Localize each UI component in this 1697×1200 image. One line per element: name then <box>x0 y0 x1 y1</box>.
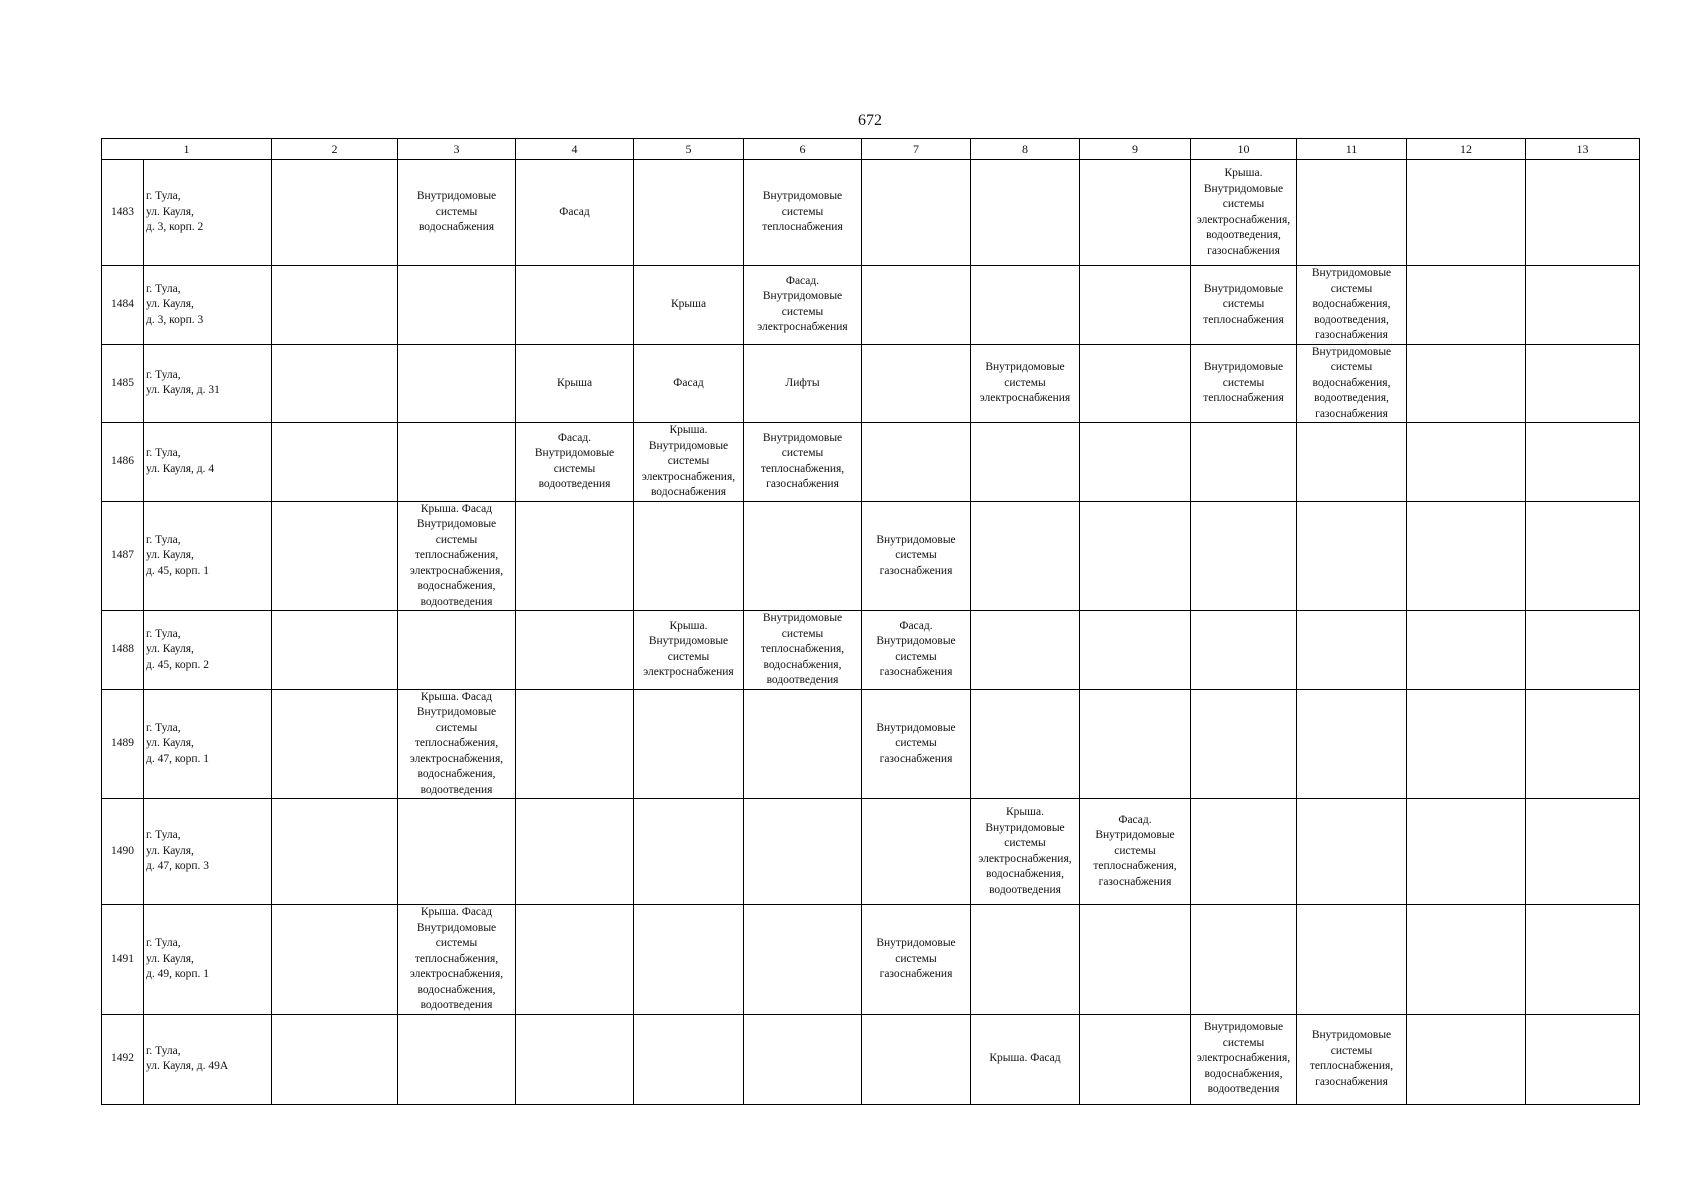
table-cell-col-6 <box>744 905 862 1015</box>
table-cell-col-11 <box>1297 344 1407 423</box>
table-cell-col-7 <box>862 423 971 502</box>
address-cell <box>144 266 272 345</box>
table-cell-col-2 <box>272 501 398 611</box>
address-text: г. Тула, ул. Кауля, д. 45, корп. 1 <box>146 533 210 577</box>
table-row <box>102 1014 1640 1104</box>
table-cell-col-4 <box>516 160 634 266</box>
table-cell-col-13 <box>1526 689 1640 799</box>
column-header-1: 1 <box>102 139 272 160</box>
table-cell-col-8 <box>971 799 1080 905</box>
table-cell-col-7 <box>862 501 971 611</box>
table-cell-col-7 <box>862 905 971 1015</box>
table-cell-col-9 <box>1080 344 1191 423</box>
address-text: г. Тула, ул. Кауля, д. 3, корп. 2 <box>146 190 204 234</box>
address-text: г. Тула, ул. Кауля, д. 45, корп. 2 <box>146 627 210 671</box>
table-cell-col-13 <box>1526 905 1640 1015</box>
table-cell-col-8 <box>971 611 1080 690</box>
table-cell-col-12 <box>1407 501 1526 611</box>
repair-schedule-table <box>101 138 1640 1105</box>
column-header-3: 3 <box>398 139 516 160</box>
table-cell-col-10 <box>1191 160 1297 266</box>
cell-text: Внутридомовые системы электроснабжения, водоснабжения, водоотведения <box>1196 1021 1291 1096</box>
table-cell-col-13 <box>1526 266 1640 345</box>
table-cell-col-11 <box>1297 611 1407 690</box>
row-number: 1490 <box>102 799 144 905</box>
table-cell-col-4 <box>516 1014 634 1104</box>
table-cell-col-8 <box>971 1014 1080 1104</box>
cell-text: Крыша. Фасад Внутридомовые системы теплоснабжения, электроснабжения, водоснабжения, водоотведения <box>409 690 504 796</box>
table-cell-col-7 <box>862 611 971 690</box>
row-number: 1486 <box>102 423 144 502</box>
table-cell-col-2 <box>272 160 398 266</box>
row-number: 1488 <box>102 611 144 690</box>
table-cell-col-13 <box>1526 799 1640 905</box>
table-cell-col-9 <box>1080 905 1191 1015</box>
cell-text: Крыша. Фасад Внутридомовые системы теплоснабжения, электроснабжения, водоснабжения, водоотведения <box>409 906 504 1011</box>
table-cell-col-4 <box>516 611 634 690</box>
row-number: 1485 <box>102 344 144 423</box>
column-header-9: 9 <box>1080 139 1191 160</box>
table-cell-col-12 <box>1407 160 1526 266</box>
table-row <box>102 266 1640 345</box>
table-cell-col-9 <box>1080 689 1191 799</box>
cell-text: Лифты <box>785 376 820 389</box>
table-cell-col-5 <box>634 689 744 799</box>
table-cell-col-12 <box>1407 266 1526 345</box>
column-header-5: 5 <box>634 139 744 160</box>
table-cell-col-3 <box>398 1014 516 1104</box>
address-text: г. Тула, ул. Кауля, д. 31 <box>146 368 220 397</box>
table-cell-col-11 <box>1297 905 1407 1015</box>
cell-text: Крыша. Внутридомовые системы электроснабжения, водоснабжения <box>641 424 736 498</box>
table-cell-col-12 <box>1407 611 1526 690</box>
table-cell-col-3 <box>398 611 516 690</box>
cell-text: Внутридомовые системы теплоснабжения, газоснабжения <box>1309 1029 1394 1088</box>
table-cell-col-2 <box>272 689 398 799</box>
table-cell-col-5 <box>634 423 744 502</box>
table-cell-col-11 <box>1297 799 1407 905</box>
table-cell-col-3 <box>398 905 516 1015</box>
table-cell-col-11 <box>1297 501 1407 611</box>
table-cell-col-4 <box>516 423 634 502</box>
cell-text: Фасад <box>559 205 590 218</box>
address-text: г. Тула, ул. Кауля, д. 3, корп. 3 <box>146 282 204 326</box>
cell-text: Фасад. Внутридомовые системы теплоснабжения, газоснабжения <box>1093 813 1177 888</box>
table-cell-col-7 <box>862 344 971 423</box>
table-cell-col-10 <box>1191 423 1297 502</box>
column-header-8: 8 <box>971 139 1080 160</box>
row-number: 1489 <box>102 689 144 799</box>
table-cell-col-3 <box>398 266 516 345</box>
cell-text: Внутридомовые системы теплоснабжения <box>1203 282 1284 326</box>
table-cell-col-10 <box>1191 905 1297 1015</box>
cell-text: Внутридомовые системы газоснабжения <box>876 721 956 765</box>
table-row <box>102 344 1640 423</box>
table-cell-col-3 <box>398 160 516 266</box>
address-text: г. Тула, ул. Кауля, д. 4 <box>146 447 215 475</box>
table-cell-col-10 <box>1191 611 1297 690</box>
cell-text: Крыша. Фасад <box>989 1052 1061 1065</box>
table-cell-col-7 <box>862 160 971 266</box>
table-cell-col-13 <box>1526 501 1640 611</box>
table-cell-col-10 <box>1191 344 1297 423</box>
table-cell-col-7 <box>862 689 971 799</box>
table-cell-col-3 <box>398 423 516 502</box>
table-cell-col-6 <box>744 1014 862 1104</box>
table-cell-col-10 <box>1191 501 1297 611</box>
table-cell-col-5 <box>634 1014 744 1104</box>
address-text: г. Тула, ул. Кауля, д. 49А <box>146 1044 229 1072</box>
address-cell <box>144 905 272 1015</box>
table-cell-col-9 <box>1080 266 1191 345</box>
table-cell-col-13 <box>1526 611 1640 690</box>
table-cell-col-4 <box>516 905 634 1015</box>
cell-text: Крыша. Внутридомовые системы электроснабжения <box>643 619 734 679</box>
table-cell-col-13 <box>1526 423 1640 502</box>
column-header-13: 13 <box>1526 139 1640 160</box>
table-cell-col-10 <box>1191 799 1297 905</box>
cell-text: Внутридомовые системы теплоснабжения, водоснабжения, водоотведения <box>760 612 845 686</box>
table-row <box>102 423 1640 502</box>
table-cell-col-8 <box>971 344 1080 423</box>
table-cell-col-6 <box>744 799 862 905</box>
table-cell-col-4 <box>516 799 634 905</box>
column-header-12: 12 <box>1407 139 1526 160</box>
table-cell-col-5 <box>634 501 744 611</box>
column-header-2: 2 <box>272 139 398 160</box>
table-cell-col-5 <box>634 905 744 1015</box>
table-cell-col-11 <box>1297 160 1407 266</box>
cell-text: Крыша. Внутридомовые системы электроснабжения, водоснабжения, водоотведения <box>978 806 1072 896</box>
column-header-4: 4 <box>516 139 634 160</box>
table-cell-col-5 <box>634 266 744 345</box>
address-cell <box>144 799 272 905</box>
cell-text: Крыша. Фасад Внутридомовые системы теплоснабжения, электроснабжения, водоснабжения, водоотведения <box>409 502 504 608</box>
column-header-10: 10 <box>1191 139 1297 160</box>
table-cell-col-2 <box>272 266 398 345</box>
table-cell-col-12 <box>1407 689 1526 799</box>
table-cell-col-9 <box>1080 611 1191 690</box>
table-cell-col-12 <box>1407 344 1526 423</box>
row-number: 1483 <box>102 160 144 266</box>
cell-text: Внутридомовые системы газоснабжения <box>876 533 956 577</box>
table-cell-col-11 <box>1297 423 1407 502</box>
cell-text: Внутридомовые системы водоснабжения, водоотведения, газоснабжения <box>1311 345 1392 420</box>
table-cell-col-8 <box>971 423 1080 502</box>
cell-text: Внутридомовые системы теплоснабжения <box>1203 361 1284 404</box>
table-cell-col-9 <box>1080 799 1191 905</box>
cell-text: Крыша. Внутридомовые системы электроснабжения, водоотведения, газоснабжения <box>1196 167 1291 257</box>
header-row <box>102 139 1640 160</box>
table-cell-col-4 <box>516 689 634 799</box>
row-number: 1491 <box>102 905 144 1015</box>
table-cell-col-8 <box>971 501 1080 611</box>
table-cell-col-13 <box>1526 160 1640 266</box>
table-cell-col-6 <box>744 423 862 502</box>
table-cell-col-2 <box>272 344 398 423</box>
table-cell-col-9 <box>1080 1014 1191 1104</box>
table-cell-col-4 <box>516 501 634 611</box>
table-cell-col-4 <box>516 266 634 345</box>
table-cell-col-9 <box>1080 160 1191 266</box>
table-row <box>102 689 1640 799</box>
address-cell <box>144 160 272 266</box>
table-body <box>102 139 1640 1105</box>
table-cell-col-8 <box>971 689 1080 799</box>
table-cell-col-5 <box>634 344 744 423</box>
table-cell-col-8 <box>971 160 1080 266</box>
table-cell-col-12 <box>1407 423 1526 502</box>
table-cell-col-2 <box>272 1014 398 1104</box>
table-cell-col-10 <box>1191 1014 1297 1104</box>
column-header-7: 7 <box>862 139 971 160</box>
table-cell-col-5 <box>634 799 744 905</box>
cell-text: Внутридомовые системы водоснабжения <box>416 190 497 234</box>
table-row <box>102 611 1640 690</box>
address-text: г. Тула, ул. Кауля, д. 47, корп. 1 <box>146 721 210 765</box>
address-cell <box>144 423 272 502</box>
cell-text: Крыша <box>670 298 707 310</box>
table-cell-col-2 <box>272 905 398 1015</box>
table-cell-col-11 <box>1297 689 1407 799</box>
table-cell-col-6 <box>744 266 862 345</box>
address-cell <box>144 611 272 690</box>
cell-text: Внутридомовые системы водоснабжения, водоотведения, газоснабжения <box>1311 267 1392 341</box>
table-cell-col-10 <box>1191 266 1297 345</box>
table-cell-col-6 <box>744 501 862 611</box>
table-cell-col-2 <box>272 611 398 690</box>
table-row <box>102 799 1640 905</box>
table-cell-col-6 <box>744 689 862 799</box>
table-cell-col-8 <box>971 905 1080 1015</box>
table-cell-col-6 <box>744 344 862 423</box>
table-cell-col-10 <box>1191 689 1297 799</box>
table-cell-col-7 <box>862 266 971 345</box>
cell-text: Внутридомовые системы электроснабжения <box>979 361 1071 404</box>
table-cell-col-2 <box>272 799 398 905</box>
row-number: 1492 <box>102 1014 144 1104</box>
table-cell-col-11 <box>1297 1014 1407 1104</box>
cell-text: Внутридомовые системы теплоснабжения, газоснабжения <box>760 431 845 491</box>
cell-text: Фасад. Внутридомовые системы газоснабжения <box>876 619 956 679</box>
table-cell-col-12 <box>1407 1014 1526 1104</box>
table-cell-col-12 <box>1407 905 1526 1015</box>
table-row <box>102 160 1640 266</box>
cell-text: Крыша <box>556 376 593 389</box>
table-cell-col-7 <box>862 799 971 905</box>
table-cell-col-5 <box>634 160 744 266</box>
cell-text: Фасад <box>673 376 704 389</box>
row-number: 1487 <box>102 501 144 611</box>
address-text: г. Тула, ул. Кауля, д. 47, корп. 3 <box>146 829 210 873</box>
page-number: 672 <box>858 112 882 129</box>
address-text: г. Тула, ул. Кауля, д. 49, корп. 1 <box>146 937 210 980</box>
column-header-11: 11 <box>1297 139 1407 160</box>
table-cell-col-5 <box>634 611 744 690</box>
table-cell-col-3 <box>398 799 516 905</box>
address-cell <box>144 1014 272 1104</box>
table-row <box>102 501 1640 611</box>
table-cell-col-12 <box>1407 799 1526 905</box>
table-cell-col-13 <box>1526 344 1640 423</box>
table-cell-col-2 <box>272 423 398 502</box>
table-cell-col-3 <box>398 344 516 423</box>
table-cell-col-9 <box>1080 423 1191 502</box>
table-cell-col-9 <box>1080 501 1191 611</box>
table-cell-col-7 <box>862 1014 971 1104</box>
table-cell-col-6 <box>744 160 862 266</box>
address-cell <box>144 689 272 799</box>
address-cell <box>144 501 272 611</box>
table-cell-col-3 <box>398 501 516 611</box>
table-cell-col-6 <box>744 611 862 690</box>
table-cell-col-3 <box>398 689 516 799</box>
table-cell-col-11 <box>1297 266 1407 345</box>
column-header-6: 6 <box>744 139 862 160</box>
table-cell-col-13 <box>1526 1014 1640 1104</box>
table-cell-col-8 <box>971 266 1080 345</box>
table-cell-col-4 <box>516 344 634 423</box>
row-number: 1484 <box>102 266 144 345</box>
cell-text: Фасад. Внутридомовые системы электроснабжения <box>757 274 848 334</box>
table-row <box>102 905 1640 1015</box>
address-cell <box>144 344 272 423</box>
cell-text: Внутридомовые системы газоснабжения <box>876 937 956 980</box>
cell-text: Фасад. Внутридомовые системы водоотведения <box>534 431 615 491</box>
cell-text: Внутридомовые системы теплоснабжения <box>762 190 843 234</box>
